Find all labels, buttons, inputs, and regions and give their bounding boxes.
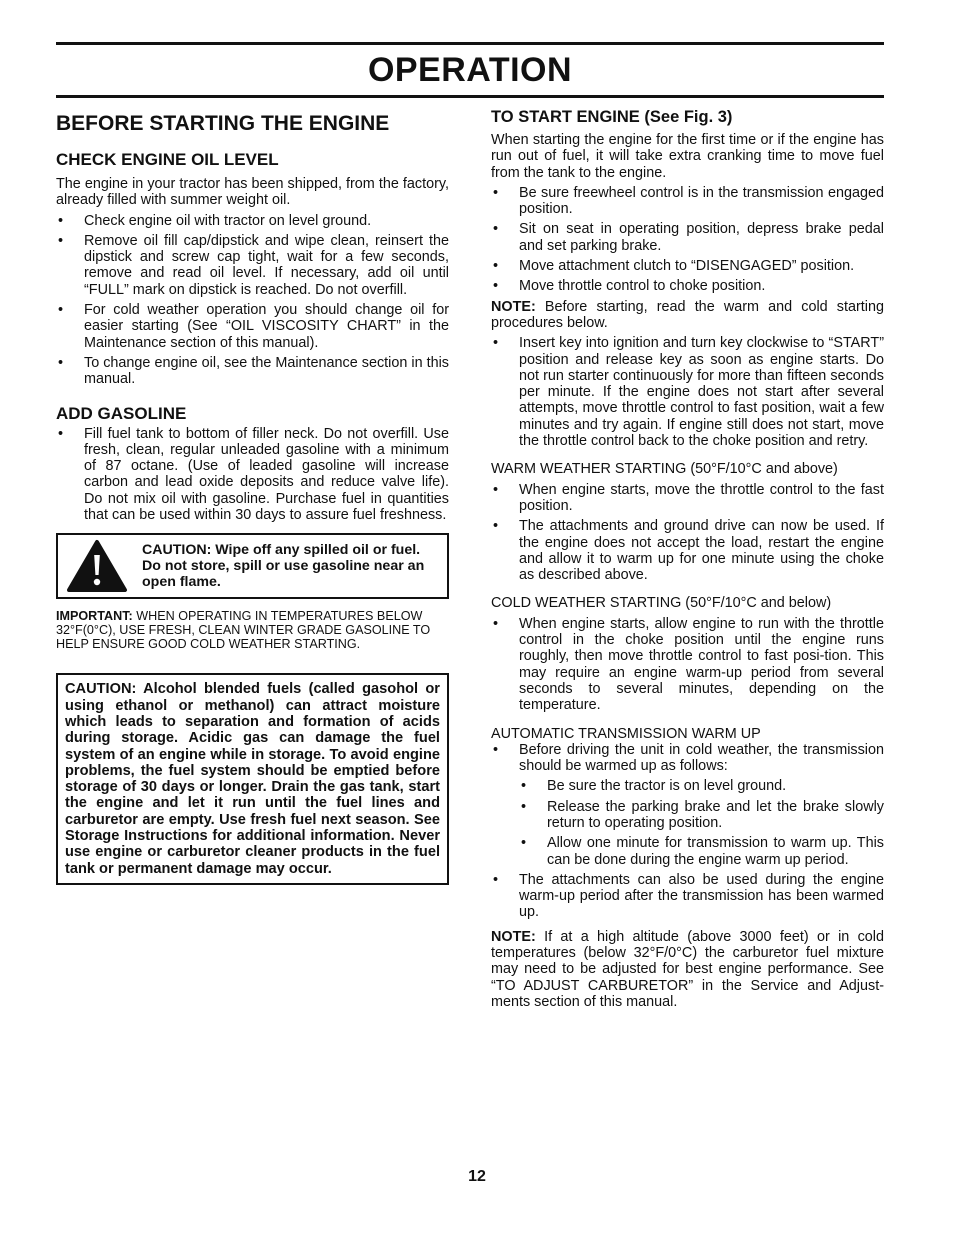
oil-heading: CHECK ENGINE OIL LEVEL	[56, 150, 279, 169]
important-note	[56, 609, 449, 651]
list-item: • Be sure the tractor is on level ground.	[519, 778, 884, 794]
note-high-altitude	[491, 929, 884, 1010]
transmission-sub-bullets	[519, 778, 884, 867]
ignition-bullets	[491, 335, 884, 449]
note-before-starting	[491, 299, 884, 332]
start-engine-intro: When starting the engine for the first time or if the engine has run out of fuel, it will take extra cranking time to move fuel from the tank to the engine.	[491, 132, 884, 181]
list-item: • For cold weather operation you should change oil for easier starting (See “OIL VISCOSITY CHART” in the Maintenance section of this manual).	[56, 302, 449, 351]
list-item: • When engine starts, allow engine to run with the throttle control in the choke position until the engine runs roughly, then move throttle control to fast posi-tion. This may require an engine warm-up period from several seconds to several minutes, depending on the temperature.	[491, 616, 884, 714]
list-item: • Fill fuel tank to bottom of filler neck. Do not overfill. Use fresh, clean, regular unleaded gasoline with a minimum of 87 octane. (Use of leaded gasoline will increase carbon and lead oxide deposits and reduce valve life). Do not mix oil with gasoline. Purchase fuel in quantities that can be used within 30 days to assure fuel freshness.	[56, 426, 449, 524]
note-text: If at a high altitude (above 3000 feet) or in cold temperatures (below 32°F/0°C) the carburetor fuel mixture may need to be adjusted for best engine performance. See “TO ADJUST CARBURETOR” in the Service and Adjust-ments section of this manual.	[491, 928, 884, 1010]
header-top-rule	[56, 42, 884, 45]
page-number: 12	[468, 1168, 486, 1185]
gas-heading: ADD GASOLINE	[56, 403, 187, 423]
cold-bullets	[491, 616, 884, 714]
list-item	[491, 742, 884, 868]
list-item: • Move attachment clutch to “DISENGAGED” position.	[491, 258, 884, 274]
cold-weather-heading: COLD WEATHER STARTING (50°F/10°C and below)	[491, 595, 832, 612]
warm-weather-heading: WARM WEATHER STARTING (50°F/10°C and above)	[491, 461, 838, 478]
warm-bullets	[491, 482, 884, 584]
list-item: • Be sure freewheel control is in the transmission engaged position.	[491, 185, 884, 218]
list-item: • Sit on seat in operating position, depress brake pedal and set parking brake.	[491, 221, 884, 254]
caution-spill-text: CAUTION: Wipe off any spilled oil or fuel. Do not store, spill or use gasoline near an open flame.	[142, 541, 425, 591]
list-item: • Move throttle control to choke position.	[491, 278, 884, 294]
start-bullets	[491, 185, 884, 295]
gas-bullets	[56, 426, 449, 524]
transmission-bullet-text: Before driving the unit in cold weather, the transmission should be warmed up as follows:	[519, 741, 884, 775]
list-item: • Remove oil fill cap/dipstick and wipe clean, reinsert the dipstick and screw cap tight, wait for a few seconds, remove and read oil level. If necessary, add oil until “FULL” mark on dipstick is reached. Do not overfill.	[56, 233, 449, 298]
list-item: • Insert key into ignition and turn key clockwise to “START” position and release key as soon as engine starts. Do not run starter continuously for more than fifteen seconds per minute. If the engine does not start after several attempts, move throttle control to fast position, wait a few minutes and try again. If engine still does not start, move the throttle control back to the choke position and retry.	[491, 335, 884, 449]
oil-intro: The engine in your tractor has been shipped, from the factory, already filled with summer weight oil.	[56, 176, 449, 209]
note-text: Before starting, read the warm and cold starting procedures below.	[491, 298, 884, 331]
transmission-bullets	[491, 742, 884, 921]
note-label: NOTE:	[491, 928, 536, 945]
important-text: WHEN OPERATING IN TEMPERATURES BELOW 32°F(0°C), USE FRESH, CLEAN WINTER GRADE GASOLINE TO HELP ENSURE GOOD COLD WEATHER STARTING.	[56, 609, 431, 652]
list-item: • When engine starts, move the throttle control to the fast position.	[491, 482, 884, 515]
list-item: • Check engine oil with tractor on level ground.	[56, 213, 449, 229]
caution-box-spill	[56, 533, 449, 599]
note-label: NOTE:	[491, 298, 536, 315]
page-title: OPERATION	[367, 51, 573, 89]
right-column	[491, 108, 884, 1014]
start-engine-heading: TO START ENGINE (See Fig. 3)	[491, 108, 733, 126]
list-item: • The attachments can also be used during the engine warm-up period after the transmission has been warmed up.	[491, 872, 884, 921]
important-label: IMPORTANT:	[56, 609, 133, 624]
list-item: • The attachments and ground drive can now be used. If the engine does not accept the load, restart the engine and allow it to warm up for one minute using the choke as described above.	[491, 518, 884, 583]
list-item: • Release the parking brake and let the brake slowly return to operating position.	[519, 799, 884, 832]
left-column	[56, 108, 449, 885]
warning-triangle-icon	[66, 539, 128, 593]
transmission-warmup-heading: AUTOMATIC TRANSMISSION WARM UP	[491, 725, 761, 742]
oil-bullets	[56, 213, 449, 388]
caution-box-alcohol-fuel: CAUTION: Alcohol blended fuels (called gasohol or using ethanol or methanol) can attract moisture which leads to separation and formation of acids during storage. Acidic gas can damage the fuel system of an engine while in storage. To avoid engine problems, the fuel system should be emptied before storage of 30 days or longer. Drain the gas tank, start the engine and let it run until the fuel lines and carburetor are empty. Use fresh fuel next season. See Storage Instructions for additional information. Never use engine or carburetor cleaner products in the fuel tank or permanent damage may occur.	[56, 673, 449, 885]
list-item: • To change engine oil, see the Maintenance section in this manual.	[56, 355, 449, 388]
list-item: • Allow one minute for transmission to warm up. This can be done during the engine warm up period.	[519, 835, 884, 868]
section-title: BEFORE STARTING THE ENGINE	[56, 112, 390, 135]
header-bottom-rule	[56, 95, 884, 98]
